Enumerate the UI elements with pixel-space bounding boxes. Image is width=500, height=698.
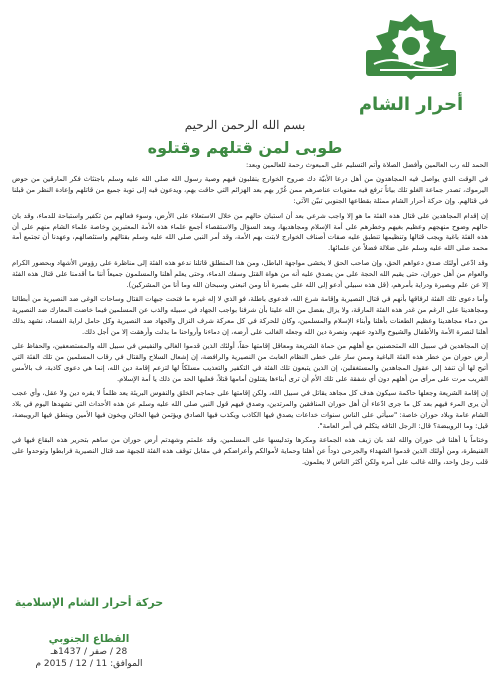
- paragraph: وأما دعوى تلك الفئة لرفاقها بأنهم في قتال النصيرية وإقامة شرع الله، فدعوى باطلة، فو الذي لا إله غيره ما فتحت جبهات القتال وساحات الوغى ضد النصيرية من أبطالنا ومجاهدينا على الرغم من غدر هذه الفئة المارقة، ولا يزال بفضل من الله علينا بأن شرفنا بواجب الجهاد في سبيله والذب عن المسلمين فيما خاضت المعارك ضد النصيرية من دماء مجاهدينا وعظيم الطعنات بأهلنا وأبناء الإسلام والمسلمين، وكان للحركة في كل معركة شرف النزال والجهاد ضد النصيرية وكل حامل لراية الفساد، نشهد بذلك أهلنا لنصرة الأمة والأطفال والشيوخ والذود عنهم، ونصرة دين الله وجعله الغالب على أرضه، إن دماءنا وأرواحنا ما بذلت وأرهقت إلا من أجل ذلك.: [12, 294, 488, 336]
- paragraph: الحمد لله رب العالمين وأفضل الصلاة وأتم التسليم على المبعوث رحمة للعالمين وبعد:: [245, 161, 488, 169]
- paragraph: وقد ادّعى أولئك صدق دعواهم الحق، وإن صاحب الحق لا يخشى مواجهة الباطل، ومن هذا المنطلق قاتلنا ندعو هذه الفئة إلى مناظرة على رؤوس الأشهاد وبحضور الكرام والعوام من أهل حوران، حتى يقيم الله الحجة على من يصدق عليه أنه من هواة القتل وسفك الدماء، وحتى يعلم أهلنا والمسلمون جميعاً أننا ما أقدمنا على قتال هذه الفئة إلا عن علم وبصيرة ودراية بأمرهم، (قل هذه سبيلي أدعو إلى الله على بصيرة أنا ومن اتبعني وسبحان الله وما أنا من المشركين).: [12, 258, 488, 289]
- paragraph: إن المجاهدين في سبيل الله المتحصنين مع أهلهم من حماة الشريعة ومعاقل إقامتها حقاً، أولئك الذين قدموا الغالي والنفيس في سبيل الله والمستضعفين، والحفاظ على أرض حوران من خطر هذه الفئة الباغية وممن سار على خطى النظام العابث من النصيرية والرافضة، إن إشعال السلاح والقتال في رقاب المسلمين من تلك الفئة التي أتيح لها أن تنفذ إلى عقول المجاهدين والمستغفلين، إن الذين يتبعون تلك الفئة في التكفير والتعذيب مسلكاً لها لتزعم إقامة دين الله، إنما هي دعوى كاذبة، ف بالأمس القريب مرت على مرأى من أهلهم دون أي شفقة على تلك الأم أن ترى أبناءها يقتلون أمامها قتلاً، فعليها الحد من ذلك يا أمة الإسلام.: [12, 342, 488, 383]
- header-logo: [336, 12, 486, 120]
- basmala: بسم الله الرحمن الرحيم: [184, 118, 306, 132]
- islamic-front-emblem-icon: [336, 12, 486, 92]
- gregorian-date: الموافق: 11 / 12 / 2015 م: [35, 659, 143, 669]
- hijri-date: 28 / صفر / 1437هـ: [50, 647, 128, 657]
- signature-unit: القطاع الجنوبي: [48, 633, 130, 645]
- paragraph: إن إقدام المجاهدين على قتال هذه الفئة ما هو إلا واجب شرعي بعد أن استبان حالهم من خلال الاستعلاء على الأرض، وسوء فعالهم من تكفير واستباحة للدماء، وقد بان حالهم وضوح منهجهم وعظيم بغيهم وخطرهم على أمة الإسلام ومجاهديها، وبعد السؤال والاستقصاء أجمع علماء هذه الأمة المعتبرين وخاصة علماء الشام منهم على أن هذه الفئة باغية ويجب قتالها وتنظيمها تنطبق عليه صفات أصناف الخوارج لابتت بهم الأمة، وقد أمر النبي صلى الله عليه وسلم بقتالهم واستئصالهم، وعهدنا أن تجتمع أمة محمد صلى الله عليه وسلم على ضلالة فضلاً عن علمائها.: [12, 211, 488, 253]
- statement-title: طوبى لمن قتلهم وقتلوه: [147, 138, 343, 157]
- paragraph: إن إقامة الشريعة وجعلها حاكمة سيكون هدف كل مجاهد يقاتل في سبيل الله، ولكن إقامتها على جماجم الخلق والنفوس البريئة يعد ظلماً لا يقره دين ولا عقل، وأي عجب أن يرى المرء فيهم بعد كل ما جرى ادّعاء أن أهل حوران المنافقين والمرتدين، وصدق فيهم قول النبي صلى الله عليه وسلم عن هذه الأحداث التي نشهدها اليوم في بلاد الشام عامة وبلاد حوران خاصة: "سيأتي على الناس سنوات خداعات يصدق فيها الكاذب ويكذب فيها الصادق ويؤتمن فيها الخائن ويخون فيها الأمين وينطق فيها الرويبضة، قيل: وما الرويبضة؟ قال: الرجل التافه يتكلم في أمر العامة".: [12, 389, 488, 430]
- org-name: أحرار الشام: [358, 94, 464, 115]
- signature-org: حركة أحرار الشام الإسلامية: [14, 596, 164, 609]
- paragraph: وختاماً يا أهلنا في حوران والله لقد بان زيف هذه الجماعة ومكرها وتدليسها على المسلمين، وقد علمتم وشهدتم أرض حوران من ساهم بتحرير هذه البقاع فيها في القنيطرة، ومن أولئك الذين قدموا الشهداء والجرحى ذوداً عن أهلنا وحماية لأموالكم وأعراضكم في مقابل توقف هذه الفئة للجبهة ضد قتال النصيرية فرابطوا وتوحدوا على قلب رجل واحد، والله غالب على أمره ولكن أكثر الناس لا يعلمون.: [12, 436, 488, 467]
- signature-block: [14, 596, 164, 669]
- statement-body: [12, 160, 488, 472]
- paragraph: في الوقت الذي يواصل فيه المجاهدون من أهل درعا الأبيّة دك صروح الخوارج ينقلبون فيهم وصية رسول الله صلى الله عليه وسلم باجتثاث فكر المارقين من حوض اليرموك، تصدر جماعة الغلو تلك بياناً ترفع فيه معنويات عناصرهم ممن غُرّر بهم بعد الهزائم التي حاقت بهم، ويدعون فيه إلى توبة جميع من قاتلهم وإعادة النظر من قبلنا في قتالهم. وإن حركة أحرار الشام ممثلة بقطاعها الجنوبي تبيّن الآتي:: [12, 175, 488, 206]
